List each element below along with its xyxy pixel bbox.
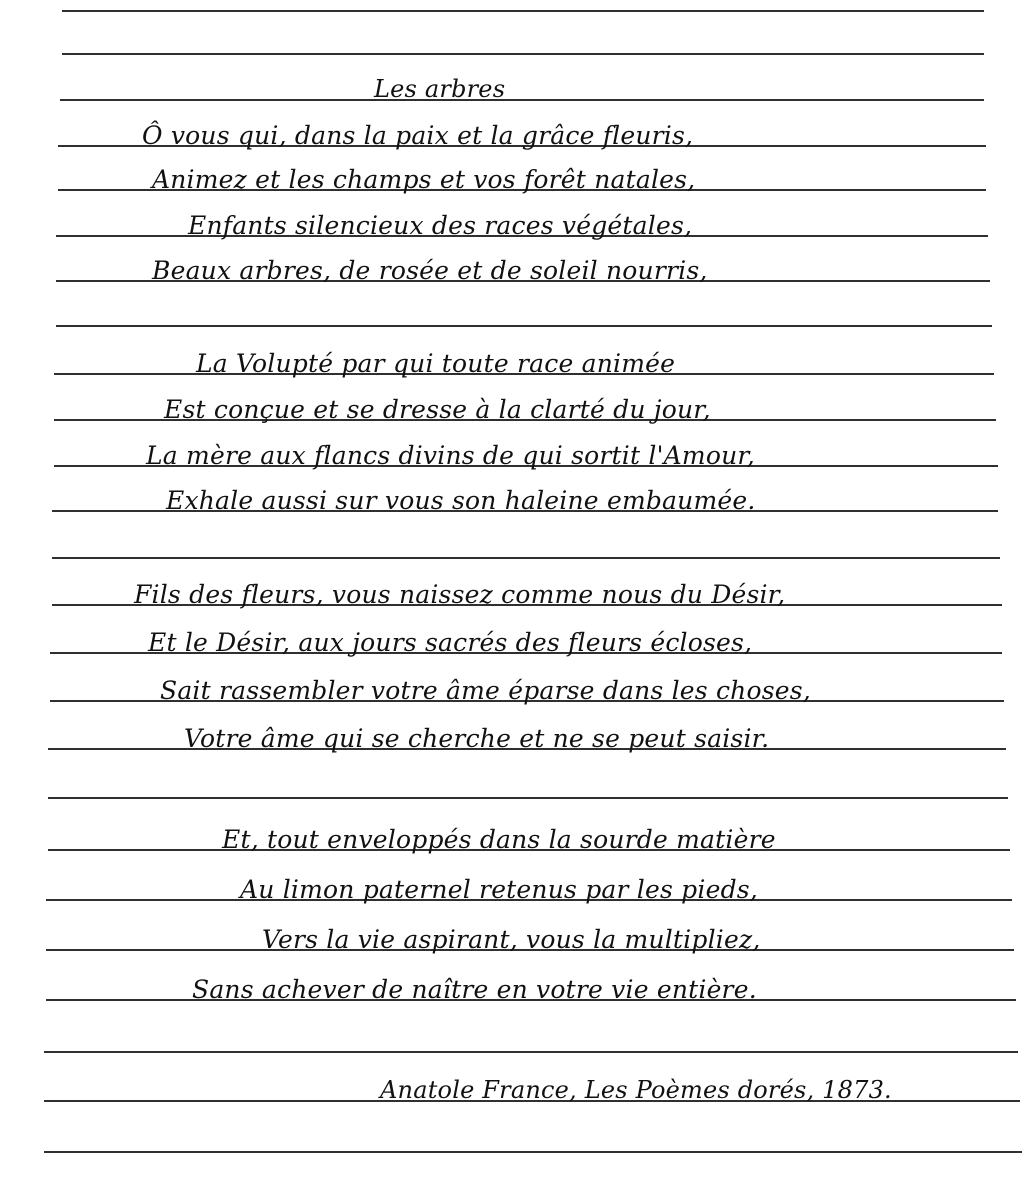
ruled-line <box>60 99 984 101</box>
verse-line: La Volupté par qui toute race animée <box>196 349 676 378</box>
verse-line: Et le Désir, aux jours sacrés des fleurs écloses, <box>148 628 753 657</box>
ruled-line <box>44 1151 1022 1153</box>
ruled-line <box>52 557 1000 559</box>
ruled-line <box>56 325 992 327</box>
verse-line: La mère aux flancs divins de qui sortit l'Amour, <box>146 441 755 470</box>
verse-line: Votre âme qui se cherche et ne se peut saisir. <box>184 724 770 753</box>
ruled-line <box>44 1051 1018 1053</box>
ruled-line <box>62 10 984 12</box>
verse-line: Animez et les champs et vos forêt natales, <box>152 165 696 194</box>
verse-line: Sans achever de naître en votre vie entière. <box>192 975 757 1004</box>
verse-line: Enfants silencieux des races végétales, <box>188 211 693 240</box>
verse-line: Exhale aussi sur vous son haleine embaumée. <box>166 486 756 515</box>
ruled-line <box>62 53 984 55</box>
verse-line: Ô vous qui, dans la paix et la grâce fleuris, <box>142 121 694 150</box>
verse-line: Vers la vie aspirant, vous la multipliez, <box>262 925 761 954</box>
verse-line: Fils des fleurs, vous naissez comme nous du Désir, <box>134 580 786 609</box>
verse-line: Au limon paternel retenus par les pieds, <box>240 875 758 904</box>
verse-line: Sait rassembler votre âme éparse dans les choses, <box>160 676 811 705</box>
verse-line: Est conçue et se dresse à la clarté du jour, <box>164 395 711 424</box>
poem-attribution: Anatole France, Les Poèmes dorés, 1873. <box>380 1076 892 1104</box>
poem-title: Les arbres <box>374 75 506 103</box>
ruled-line <box>48 797 1008 799</box>
verse-line: Beaux arbres, de rosée et de soleil nourris, <box>152 256 708 285</box>
verse-line: Et, tout enveloppés dans la sourde matière <box>222 825 776 854</box>
